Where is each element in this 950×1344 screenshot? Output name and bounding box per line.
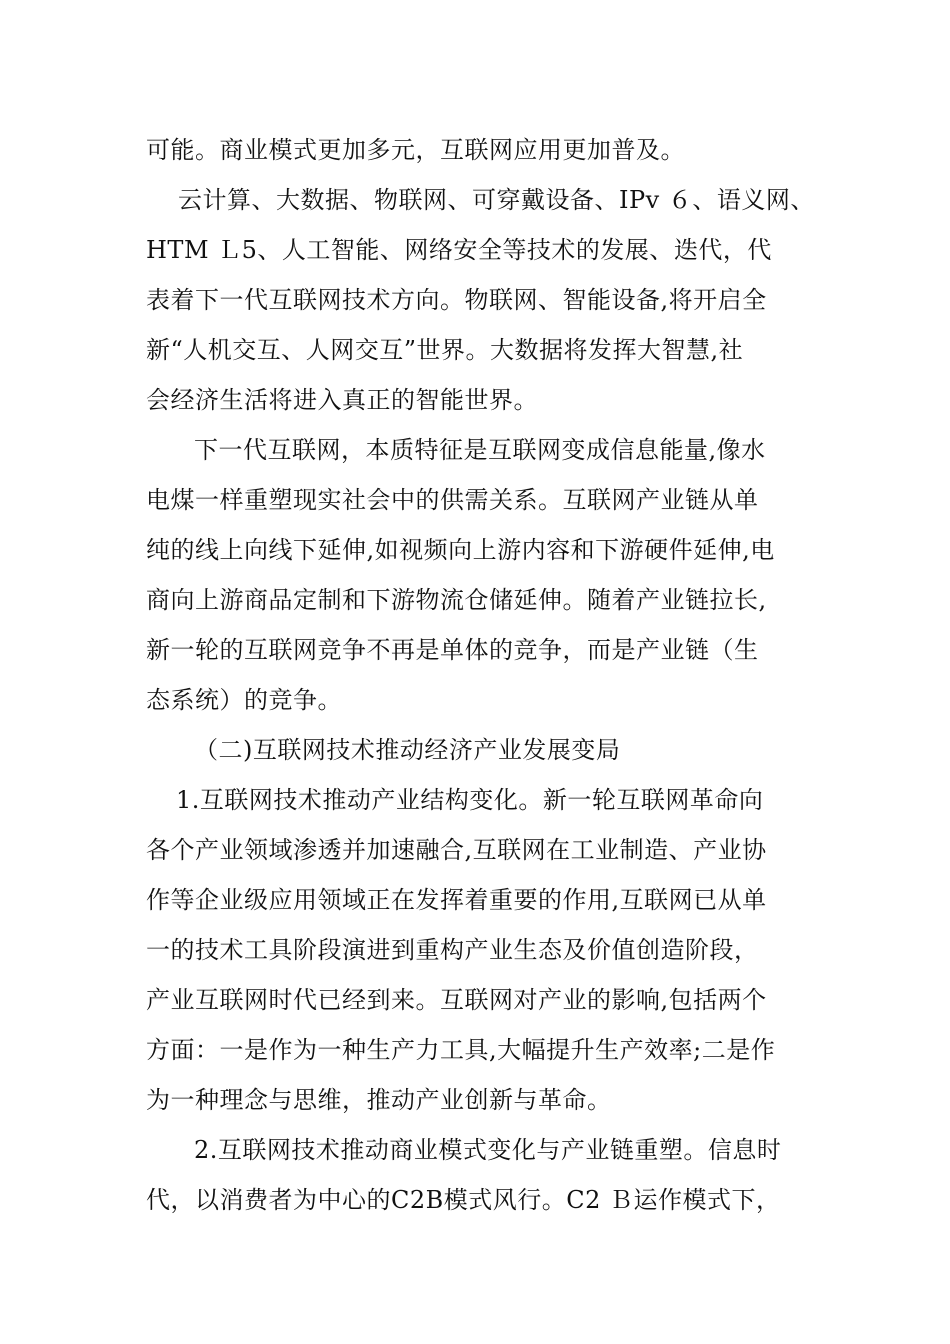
text-line: 新一轮的互联网竞争不再是单体的竞争，而是产业链（生 — [146, 636, 759, 664]
text-line: 一的技术工具阶段演进到重构产业生态及价值创造阶段， — [146, 936, 759, 964]
text-line: 电煤一样重塑现实社会中的供需关系。互联网产业链从单 — [146, 486, 759, 514]
section-heading: （二)互联网技术推动经济产业发展变局 — [194, 736, 621, 764]
text-line: 代，以消费者为中心的C2B模式风行。C2 Ｂ运作模式下， — [146, 1186, 781, 1214]
text-line: 方面：一是作为一种生产力工具,大幅提升生产效率;二是作 — [146, 1036, 776, 1064]
text-line: 云计算、大数据、物联网、可穿戴设备、IPv ６、语义网、 — [178, 186, 815, 214]
text-line: 纯的线上向线下延伸,如视频向上游内容和下游硬件延伸,电 — [146, 536, 775, 564]
text-line: 下一代互联网，本质特征是互联网变成信息能量,像水 — [194, 436, 766, 464]
text-line: 会经济生活将进入真正的智能世界。 — [146, 386, 538, 414]
text-line: 表着下一代互联网技术方向。物联网、智能设备,将开启全 — [146, 286, 767, 314]
text-line: 产业互联网时代已经到来。互联网对产业的影响,包括两个 — [146, 986, 767, 1014]
text-line: 商向上游商品定制和下游物流仓储延伸。随着产业链拉长, — [146, 586, 767, 614]
text-line: 可能。商业模式更加多元，互联网应用更加普及。 — [146, 136, 685, 164]
text-line: 作等企业级应用领域正在发挥着重要的作用,互联网已从单 — [146, 886, 767, 914]
text-line: 1.互联网技术推动产业结构变化。新一轮互联网革命向 — [176, 786, 764, 814]
text-line: 态系统）的竞争。 — [146, 686, 342, 714]
text-line: 各个产业领域渗透并加速融合,互联网在工业制造、产业协 — [146, 836, 767, 864]
text-line: 为一种理念与思维，推动产业创新与革命。 — [146, 1086, 612, 1114]
text-line: HTM Ｌ5、人工智能、网络安全等技术的发展、迭代，代 — [146, 236, 772, 264]
text-line: 2.互联网技术推动商业模式变化与产业链重塑。信息时 — [194, 1136, 782, 1164]
text-line: 新“人机交互、人网交互”世界。大数据将发挥大智慧,社 — [146, 336, 744, 364]
